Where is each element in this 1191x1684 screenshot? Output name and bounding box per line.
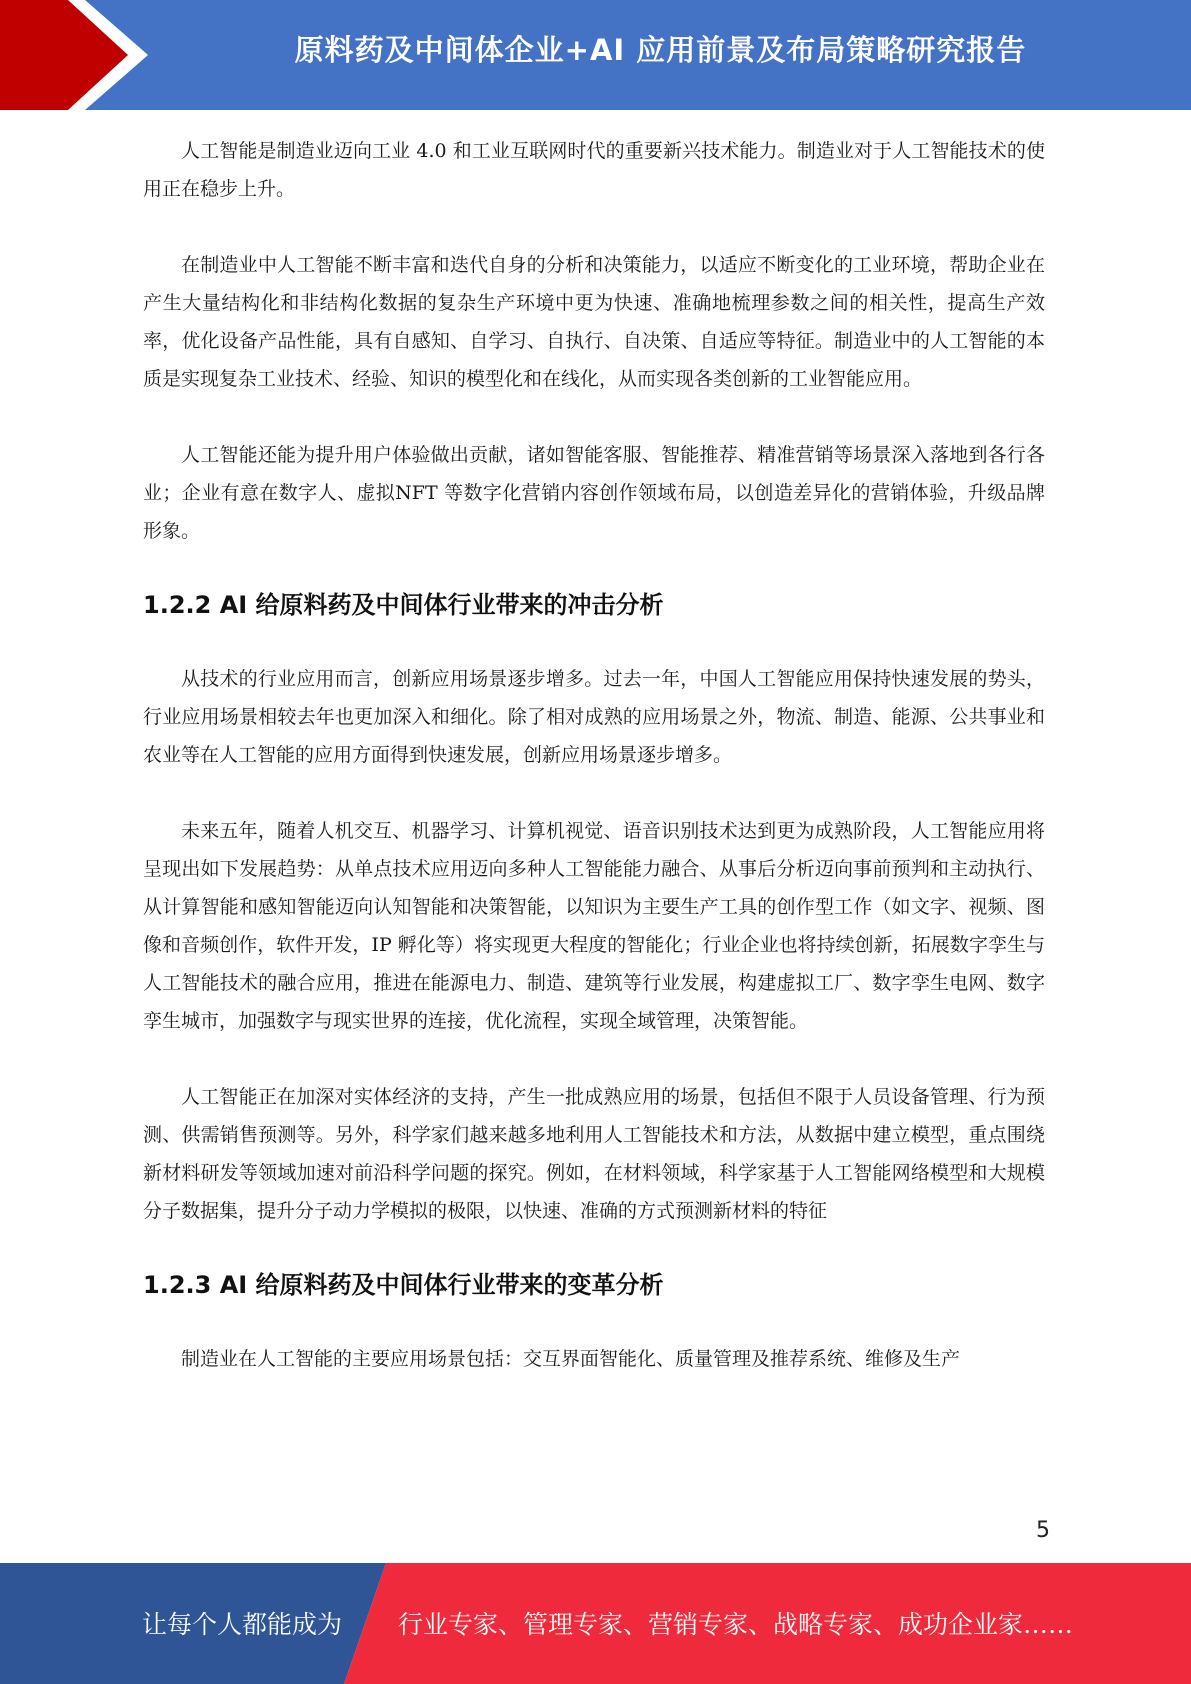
section-heading-1-2-2: 1.2.2 AI 给原料药及中间体行业带来的冲击分析 [143, 591, 664, 619]
paragraph-industry-application: 从技术的行业应用而言，创新应用场景逐步增多。过去一年，中国人工智能应用保持快速发展的势头，行业应用场景相较去年也更加深入和细化。除了相对成熟的应用场景之外，物流、制造、能源、公共事业和农业等在人工智能的应用方面得到快速发展，创新应用场景逐步增多。 [143, 668, 1045, 766]
page-header-banner [0, 0, 1191, 110]
paragraph-real-economy: 人工智能正在加深对实体经济的支持，产生一批成熟应用的场景，包括但不限于人员设备管理、行为预测、供需销售预测等。另外，科学家们越来越多地利用人工智能技术和方法，从数据中建立模型，重点围绕新材料研发等领域加速对前沿科学问题的探究。例如，在材料领域，科学家基于人工智能网络模型和大规模分子数据集，提升分子动力学模拟的极限，以快速、准确的方式预测新材料的特征 [143, 1086, 1045, 1222]
document-body [143, 132, 1045, 1378]
paragraph-ai-manufacturing: 在制造业中人工智能不断丰富和迭代自身的分析和决策能力，以适应不断变化的工业环境，帮助企业在产生大量结构化和非结构化数据的复杂生产环境中更为快速、准确地梳理参数之间的相关性，提高生产效率，优化设备产品性能，具有自感知、自学习、自执行、自决策、自适应等特征。制造业中的人工智能的本质是实现复杂工业技术、经验、知识的模型化和在线化，从而实现各类创新的工业智能应用。 [143, 254, 1045, 390]
paragraph-application-scenarios: 制造业在人工智能的主要应用场景包括：交互界面智能化、质量管理及推荐系统、维修及生产 [181, 1348, 961, 1370]
page-footer-banner [0, 1563, 1191, 1684]
section-heading-1-2-3: 1.2.3 AI 给原料药及中间体行业带来的变革分析 [143, 1271, 664, 1299]
paragraph-ai-industry-4: 人工智能是制造业迈向工业 4.0 和工业互联网时代的重要新兴技术能力。制造业对于人工智能技术的使用正在稳步上升。 [143, 140, 1045, 200]
footer-slogan-left: 让每个人都能成为 [142, 1610, 343, 1639]
document-title: 原料药及中间体企业+AI 应用前景及布局策略研究报告 [294, 33, 1027, 67]
paragraph-five-year-trends: 未来五年，随着人机交互、机器学习、计算机视觉、语音识别技术达到更为成熟阶段，人工智能应用将呈现出如下发展趋势：从单点技术应用迈向多种人工智能能力融合、从事后分析迈向事前预判和主动执行、从计算智能和感知智能迈向认知智能和决策智能，以知识为主要生产工具的创作型工作（如文字、视频、图像和音频创作，软件开发，IP 孵化等）将实现更大程度的智能化；行业企业也将持续创新，拓展数字孪生与人工智能技术的融合应用，推进在能源电力、制造、建筑等行业发展，构建虚拟工厂、数字孪生电网、数字孪生城市，加强数字与现实世界的连接，优化流程，实现全域管理，决策智能。 [143, 820, 1045, 1032]
paragraph-user-experience: 人工智能还能为提升用户体验做出贡献，诸如智能客服、智能推荐、精准营销等场景深入落地到各行各业；企业有意在数字人、虚拟NFT 等数字化营销内容创作领域布局，以创造差异化的营销体验，升级品牌形象。 [143, 444, 1045, 542]
footer-slogan-right: 行业专家、管理专家、营销专家、战略专家、成功企业家…… [398, 1610, 1074, 1639]
page-number: 5 [1036, 1518, 1050, 1543]
